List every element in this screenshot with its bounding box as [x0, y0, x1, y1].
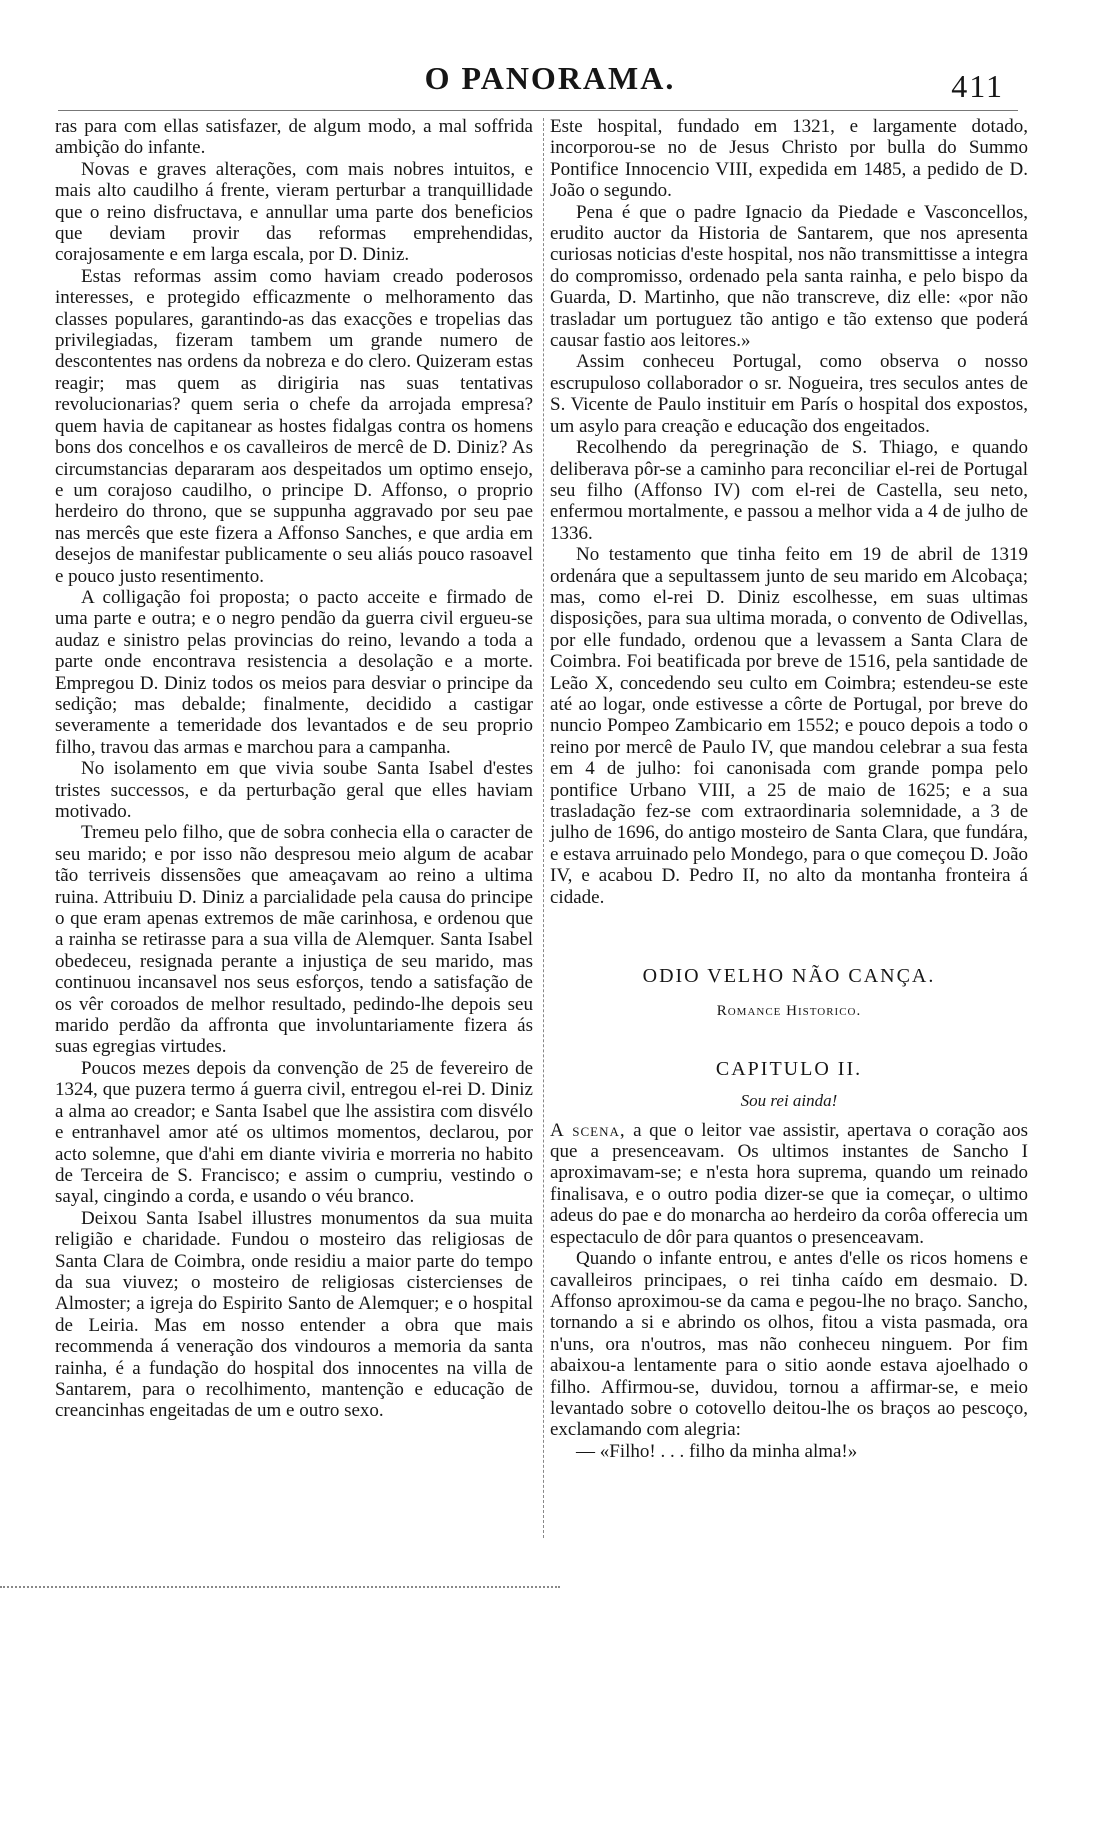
story-paragraph: [550, 1120, 1028, 1248]
paragraph: Pena é que o padre Ignacio da Piedade e Vasconcellos, erudito auctor da Historia de Santarem, que nos apresenta curiosas noticias d'este hospital, nos não transmittisse a integra do compromisso, ordenado pela santa rainha, e pelo bispo da Guarda, D. Martinho, que não transcreve, diz elle: «por não trasladar um portuguez tão antigo e tão extenso que poderá causar fastio aos leitores.»: [550, 201, 1028, 352]
left-column: [55, 116, 533, 1422]
paragraph: Deixou Santa Isabel illustres monumentos da sua muita religião e charidade. Fundou o mosteiro das religiosas de Santa Clara de Coimbra, onde residiu a maior parte do tempo da sua viuvez; o mosteiro de religiosas cistercienses de Almoster; a igreja do Espirito Santo de Alemquer; e o hospital de Leiria. Mas em nosso entender a obra que mais recommenda á veneração dos vindouros a memoria da santa rainha, é a fundação do hospital dos innocentes na villa de Santarem, para o recolhimento, mantenção e educação de creancinhas engeitadas de um e outro sexo.: [55, 1207, 533, 1422]
paragraph: Tremeu pelo filho, que de sobra conhecia ella o caracter de seu marido; e por isso não despresou meio algum de acabar tão terriveis dissensões que ameaçavam ao reino a ultima ruina. Attribuiu D. Diniz a parcialidade pela causa do principe o que eram apenas extremos de mãe carinhosa, e ordenou que a rainha se retirasse para a sua villa de Alemquer. Santa Isabel obedeceu, resignada perante a injustiça de seu marido, mas continuou incansavel nos seus esforços, tendo a satisfação de os vêr coroados de melhor resultado, pedindo-lhe depois seu marido perdão da affronta que involuntariamente fizera ás suas egregias virtudes.: [55, 822, 533, 1058]
paragraph: No isolamento em que vivia soube Santa Isabel d'estes tristes successos, e da perturbação geral que elles haviam motivado.: [55, 758, 533, 822]
opening-word: A scena,: [550, 1119, 626, 1141]
paragraph: Este hospital, fundado em 1321, e largamente dotado, incorporou-se no de Jesus Christo por bulla do Summo Pontifice Innocencio VIII, expedida em 1485, a pedido de D. João o segundo.: [550, 116, 1028, 202]
paragraph: Assim conheceu Portugal, como observa o nosso escrupuloso collaborador o sr. Nogueira, tres seculos antes de S. Vicente de Paulo instituir em París o hospital dos expostos, um asylo para creação e educação dos engeitados.: [550, 351, 1028, 437]
paragraph: A colligação foi proposta; o pacto acceite e firmado de uma parte e outra; e o negro pendão da guerra civil ergueu-se audaz e sinistro pelas provincias do reino, levando a toda a parte onde encontrava resistencia a desolação e a morte. Empregou D. Diniz todos os meios para desviar o principe da sedição; mas debalde; finalmente, decidido a castigar severamente a temeridade dos levantados e de seu proprio filho, travou das armas e marchou para a campanha.: [55, 586, 533, 758]
story-paragraph: — «Filho! . . . filho da minha alma!»: [576, 1440, 858, 1462]
story-paragraph: Quando o infante entrou, e antes d'elle os ricos homens e cavalleiros principaes, o rei tinha caído em desmaio. D. Affonso aproximou-se da cama e pegou-lhe no braço. Sancho, tornando a si e abrindo os olhos, fitou a vista pasmada, ora n'uns, ora n'outros, mas não conheceu ninguem. Por fim abaixou-a lentamente para o sitio aonde estava ajoelhado o filho. Affirmou-se, duvidou, tornou a affirmar-se, e meio levantado sobre o cotovello deitou-lhe os braços ao pescoço, exclamando com alegria:: [550, 1248, 1028, 1441]
right-column: [550, 116, 1028, 1462]
story-title: ODIO VELHO NÃO CANÇA.: [642, 965, 936, 988]
paragraph: Novas e graves alterações, com mais nobres intuitos, e mais alto caudilho á frente, vieram perturbar a tranquillidade que o reino disfructava, e annullar uma parte dos beneficios que deviam provir das reformas emprehendidas, corajosamente e em larga escala, por D. Diniz.: [55, 158, 533, 266]
paragraph: No testamento que tinha feito em 19 de abril de 1319 ordenára que a sepultassem junto de seu marido em Alcobaça; mas, como el-rei D. Diniz escolhesse, em suas ultimas disposições, para sua ultima morada, o convento de Odivellas, por elle fundado, ordenou que a levassem a Santa Clara de Coimbra. Foi beatificada por breve de 1516, pela santidade de Leão X, concedendo seu culto em Coimbra; estendeu-se este até ao logar, onde estivesse a côrte de Portugal, por breve do nuncio Pompeo Zambicario em 1552; e pouco depois a todo o reino por mercê de Paulo IV, que mandou celebrar a sua festa em 4 de julho: foi canonisada com grande pompa pelo pontifice Urbano VIII, a 25 de maio de 1625; e a sua trasladação fez-se com extraordinaria solemnidade, a 3 de julho de 1696, do antigo mosteiro de Santa Clara, que fundára, e estava arruinado pelo Mondego, para o que começou D. João IV, e acabou D. Pedro II, no alto da montanha fronteira á cidade.: [550, 544, 1028, 908]
column-divider: [543, 118, 544, 1538]
story-subtitle: Romance Historico.: [716, 1003, 862, 1020]
paragraph: Poucos mezes depois da convenção de 25 de fevereiro de 1324, que puzera termo á guerra civil, entregou el-rei D. Diniz a alma ao creador; e Santa Isabel que lhe assistira com disvélo e entranhavel amor até os ultimos momentos, declarou, por acto solemne, que d'ahi em diante viviria e morreria no habito de Terceira de S. Francisco; e assim o cumpriu, vestindo o sayal, cingindo a corda, e usando o véu branco.: [55, 1057, 533, 1208]
chapter-subtitle: Sou rei ainda!: [740, 1091, 838, 1111]
header-rule: [58, 110, 1018, 111]
opening-text: a que o leitor vae assistir, apertava o coração aos que a presenceavam. Os ultimos instantes de Sancho I aproximavam-se; e n'esta hora suprema, quando um reinado finalisava, e o outro podia dizer-se que ia começar, o ultimo adeus do pae e do monarcha ao herdeiro da corôa offerecia um espectaculo de dôr para quantos o presenceavam.: [550, 1119, 1028, 1248]
footer-dotted-rule: [0, 1586, 560, 1588]
chapter-title: CAPITULO II.: [715, 1057, 863, 1080]
paragraph: ras para com ellas satisfazer, de algum modo, a mal soffrida ambição do infante.: [55, 116, 533, 159]
running-title: O PANORAMA.: [424, 60, 676, 96]
paragraph: Estas reformas assim como haviam creado poderosos interesses, e protegido efficazmente o melhoramento das classes populares, garantindo-as das exacções e tropelias das privilegiadas, fizeram tambem um grande numero de descontentes nas ordens da nobreza e do clero. Quizeram estas reagir; mas quem as dirigiria nas suas tentativas revolucionarias? quem seria o chefe da arrojada empresa? quem havia de capitanear as hostes fidalgas contra os homens bons dos concelhos e os cavalleiros de mercê de D. Diniz? As circumstancias depararam aos despeitados um optimo ensejo, e um corajoso caudilho, o principe D. Affonso, o proprio herdeiro do throno, que se suppunha aggravado por seu pae nas mercês que este fizera a Affonso Sanches, e que ardia em desejos de manifestar publicamente o seu aliás pouco rasoavel e pouco justo resentimento.: [55, 265, 533, 587]
page-number: 411: [951, 68, 1004, 104]
paragraph: Recolhendo da peregrinação de S. Thiago, e quando deliberava pôr-se a caminho para reconciliar el-rei de Portugal seu filho (Affonso IV) com el-rei de Castella, seu neto, enfermou mortalmente, e passou a melhor vida a 4 de julho de 1336.: [550, 437, 1028, 544]
